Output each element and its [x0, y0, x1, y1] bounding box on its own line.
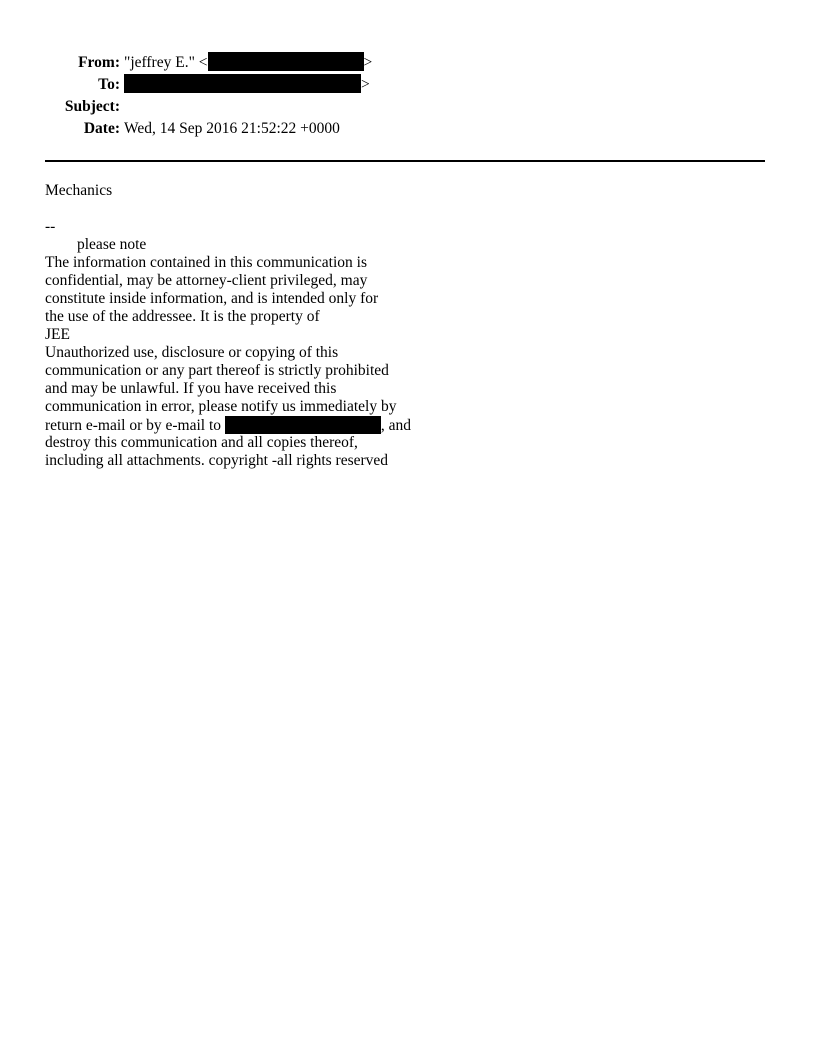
- to-label: To:: [98, 76, 120, 93]
- subject-row: [0, 96, 816, 118]
- from-value: [124, 52, 372, 74]
- email-header: [0, 52, 816, 140]
- redaction-box: [208, 52, 364, 71]
- note-heading: please note: [77, 236, 147, 253]
- disclaimer-line: the use of the addressee. It is the property of: [45, 308, 320, 325]
- disclaimer-line: destroy this communication and all copies thereof,: [45, 434, 358, 451]
- return-suffix: , and: [380, 417, 412, 434]
- disclaimer-line: JEE: [45, 326, 70, 343]
- message-text: Mechanics: [45, 182, 113, 199]
- date-label: Date:: [83, 120, 120, 137]
- redaction-box: [124, 74, 361, 93]
- disclaimer-line: constitute inside information, and is intended only for: [45, 290, 379, 307]
- return-prefix: return e-mail or by e-mail to: [45, 417, 225, 434]
- date-row: [0, 118, 816, 140]
- from-suffix: >: [363, 54, 373, 71]
- disclaimer-line: communication in error, please notify us immediately by: [45, 398, 397, 415]
- date-value: Wed, 14 Sep 2016 21:52:22 +0000: [124, 120, 340, 137]
- disclaimer-return-line: [45, 416, 445, 434]
- email-body: [45, 182, 445, 470]
- subject-label: Subject:: [64, 98, 120, 115]
- disclaimer-line: The information contained in this communication is: [45, 254, 367, 271]
- from-row: [0, 52, 816, 74]
- header-divider: [45, 160, 765, 162]
- disclaimer-line: confidential, may be attorney-client privileged, may: [45, 272, 368, 289]
- from-name: "jeffrey E." <: [124, 54, 208, 71]
- disclaimer-line: communication or any part thereof is strictly prohibited: [45, 362, 389, 379]
- blank-line: [45, 200, 445, 218]
- to-value: [124, 74, 370, 96]
- redaction-box: [225, 416, 381, 434]
- signature-separator: --: [45, 218, 56, 235]
- disclaimer-line: including all attachments. copyright -all rights reserved: [45, 452, 389, 469]
- to-row: [0, 74, 816, 96]
- disclaimer-line: Unauthorized use, disclosure or copying of this: [45, 344, 339, 361]
- disclaimer-line: and may be unlawful. If you have received this: [45, 380, 337, 397]
- to-suffix: >: [361, 76, 370, 93]
- from-label: From:: [78, 54, 120, 71]
